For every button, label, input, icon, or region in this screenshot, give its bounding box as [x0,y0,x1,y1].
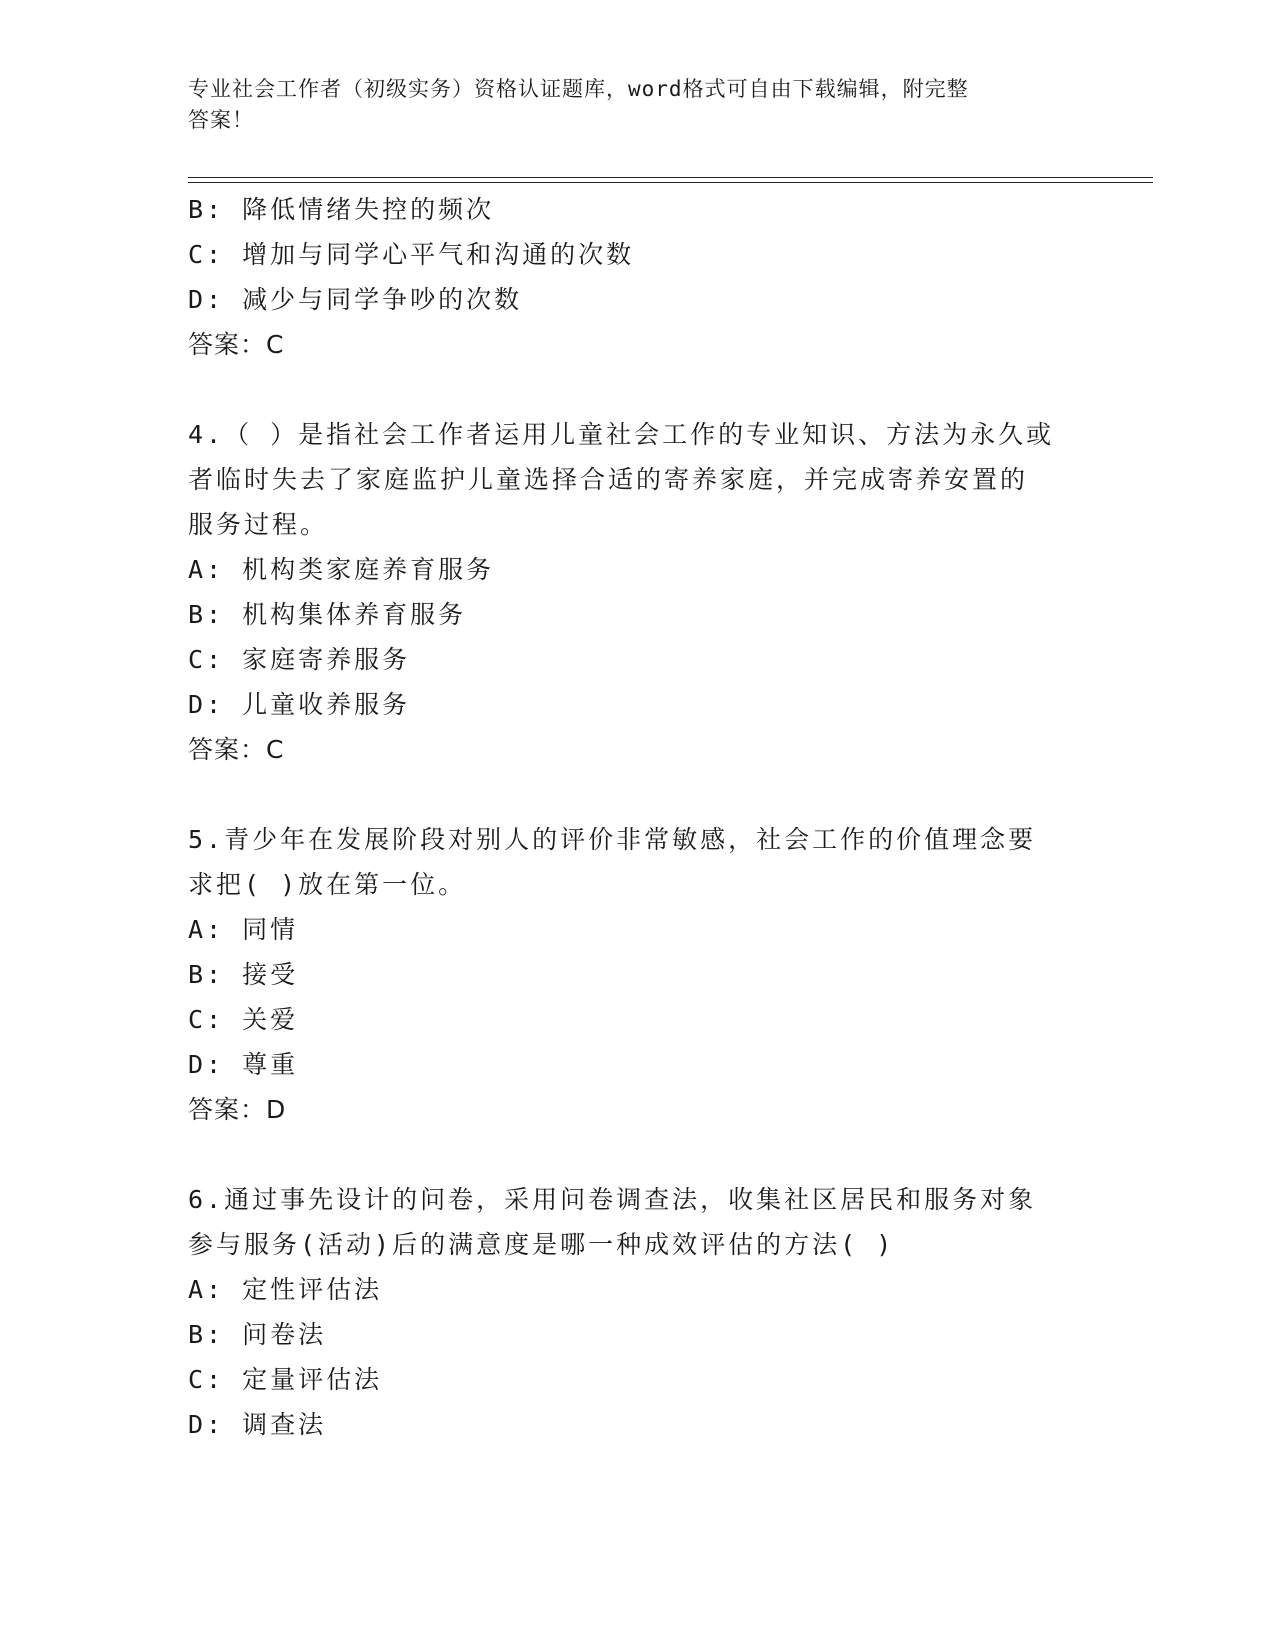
q3-option-b: B: 降低情绪失控的频次 [188,195,495,224]
q5-stem-line-2: 求把( )放在第一位。 [188,870,467,899]
q3-option-c: C: 增加与同学心平气和沟通的次数 [188,240,635,269]
q5-stem-line-1: 5.青少年在发展阶段对别人的评价非常敏感，社会工作的价值理念要 [188,825,1037,854]
header-divider-top [188,177,1153,178]
q5-answer: 答案：D [188,1095,287,1124]
q4-stem-line-2: 者临时失去了家庭监护儿童选择合适的寄养家庭，并完成寄养安置的 [188,465,1029,494]
q5-option-c: C: 关爱 [188,1005,299,1034]
header-line-2: 答案！ [188,108,254,132]
q3-answer: 答案：C [188,330,285,359]
document-header [188,74,1088,136]
q4-stem-line-1: 4.（ ）是指社会工作者运用儿童社会工作的专业知识、方法为永久或 [188,420,1055,449]
q6-option-c: C: 定量评估法 [188,1365,383,1394]
q5-option-d: D: 尊重 [188,1050,299,1079]
q6-option-a: A: 定性评估法 [188,1275,383,1304]
q4-option-c: C: 家庭寄养服务 [188,645,411,674]
header-line-1: 专业社会工作者（初级实务）资格认证题库，word格式可自由下载编辑，附完整 [188,77,969,101]
q6-option-d: D: 调查法 [188,1410,327,1439]
q4-option-d: D: 儿童收养服务 [188,690,411,719]
q4-stem-line-3: 服务过程。 [188,510,329,539]
q6-stem-line-1: 6.通过事先设计的问卷，采用问卷调查法，收集社区居民和服务对象 [188,1185,1037,1214]
header-divider-bottom [188,182,1153,183]
q5-option-b: B: 接受 [188,960,299,989]
q4-answer: 答案：C [188,735,285,764]
q6-option-b: B: 问卷法 [188,1320,327,1349]
q5-option-a: A: 同情 [188,915,299,944]
q6-stem-line-2: 参与服务(活动)后的满意度是哪一种成效评估的方法( ) [188,1230,895,1259]
q4-option-a: A: 机构类家庭养育服务 [188,555,495,584]
q4-option-b: B: 机构集体养育服务 [188,600,467,629]
q3-option-d: D: 减少与同学争吵的次数 [188,285,523,314]
